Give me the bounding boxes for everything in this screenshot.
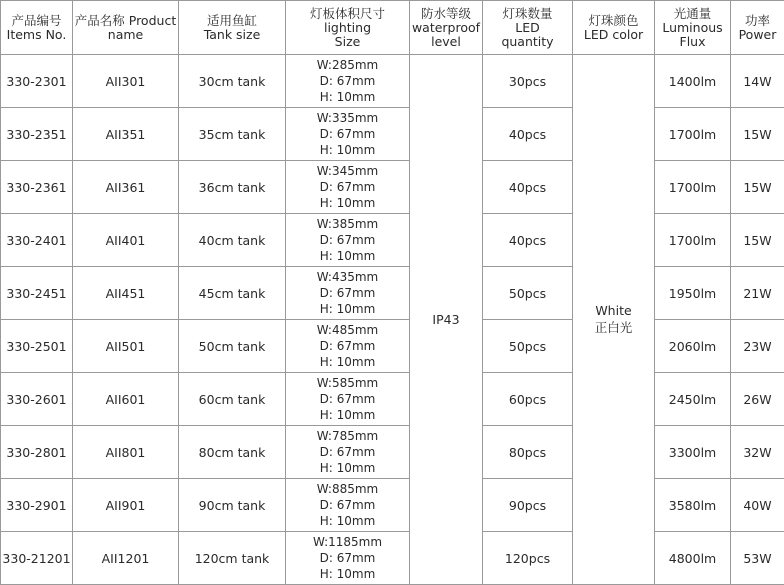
header-text: Size	[286, 35, 409, 49]
luminous-flux-cell: 3300lm	[655, 426, 731, 479]
luminous-flux-cell: 2450lm	[655, 373, 731, 426]
item-number-cell: 330-2901	[1, 479, 73, 532]
led-quantity-cell: 30pcs	[483, 55, 573, 108]
led-quantity-cell: 40pcs	[483, 214, 573, 267]
item-number-cell: 330-2601	[1, 373, 73, 426]
luminous-flux-cell: 1700lm	[655, 161, 731, 214]
header-text: 功率	[731, 14, 784, 28]
dimension-w: W:785mm	[286, 428, 409, 444]
dimension-w: W:385mm	[286, 216, 409, 232]
item-number-cell: 330-21201	[1, 532, 73, 585]
waterproof-level-cell: IP43	[410, 55, 483, 585]
lighting-size-cell	[286, 214, 410, 267]
product-name-cell: AII401	[73, 214, 179, 267]
dimension-w: W:285mm	[286, 57, 409, 73]
table-body	[1, 55, 784, 585]
product-name-header	[73, 1, 179, 55]
header-text: waterproof	[410, 21, 482, 35]
item-number-cell: 330-2801	[1, 426, 73, 479]
product-name-cell: AII1201	[73, 532, 179, 585]
power-cell: 15W	[731, 161, 784, 214]
dimension-h: H: 10mm	[286, 354, 409, 370]
dimension-h: H: 10mm	[286, 142, 409, 158]
table-row	[1, 267, 784, 320]
power-cell: 53W	[731, 532, 784, 585]
lighting-size-cell	[286, 426, 410, 479]
header-text: Power	[731, 28, 784, 42]
tank-size-cell: 50cm tank	[179, 320, 286, 373]
header-text: 灯珠数量	[483, 7, 572, 21]
lighting-size-cell	[286, 161, 410, 214]
luminous-flux-cell: 1950lm	[655, 267, 731, 320]
header-text: 产品编号	[1, 14, 72, 28]
header-text: 适用鱼缸	[179, 14, 285, 28]
dimension-h: H: 10mm	[286, 248, 409, 264]
dimension-h: H: 10mm	[286, 195, 409, 211]
item-number-cell: 330-2301	[1, 55, 73, 108]
product-name-cell: AII351	[73, 108, 179, 161]
power-cell: 21W	[731, 267, 784, 320]
led-quantity-cell: 40pcs	[483, 161, 573, 214]
led-quantity-cell: 120pcs	[483, 532, 573, 585]
dimension-w: W:585mm	[286, 375, 409, 391]
led-quantity-header	[483, 1, 573, 55]
led-quantity-cell: 40pcs	[483, 108, 573, 161]
luminous-flux-cell: 4800lm	[655, 532, 731, 585]
table-row	[1, 320, 784, 373]
dimension-d: D: 67mm	[286, 285, 409, 301]
header-text: 灯珠颜色	[573, 14, 654, 28]
header-text: 光通量	[655, 7, 730, 21]
table-row	[1, 161, 784, 214]
product-name-cell: AII301	[73, 55, 179, 108]
item-number-cell: 330-2351	[1, 108, 73, 161]
tank-size-cell: 80cm tank	[179, 426, 286, 479]
table-row	[1, 373, 784, 426]
luminous-flux-cell: 1700lm	[655, 108, 731, 161]
led-color-cell	[573, 55, 655, 585]
dimension-w: W:345mm	[286, 163, 409, 179]
header-text: 产品名称 Product	[73, 14, 178, 28]
luminous-flux-cell: 1700lm	[655, 214, 731, 267]
header-text: LED color	[573, 28, 654, 42]
lighting-size-cell	[286, 373, 410, 426]
tank-size-cell: 30cm tank	[179, 55, 286, 108]
header-text: LED	[483, 21, 572, 35]
table-row	[1, 214, 784, 267]
item-number-cell: 330-2501	[1, 320, 73, 373]
dimension-w: W:335mm	[286, 110, 409, 126]
header-text: quantity	[483, 35, 572, 49]
items-no-header	[1, 1, 73, 55]
header-text: name	[73, 28, 178, 42]
table-row	[1, 426, 784, 479]
power-cell: 14W	[731, 55, 784, 108]
power-cell: 23W	[731, 320, 784, 373]
led-color-header	[573, 1, 655, 55]
header-text: Flux	[655, 35, 730, 49]
lighting-size-cell	[286, 267, 410, 320]
dimension-d: D: 67mm	[286, 232, 409, 248]
lighting-size-header	[286, 1, 410, 55]
table-row	[1, 55, 784, 108]
lighting-size-cell	[286, 479, 410, 532]
dimension-d: D: 67mm	[286, 179, 409, 195]
led-quantity-cell: 50pcs	[483, 320, 573, 373]
tank-size-cell: 36cm tank	[179, 161, 286, 214]
dimension-h: H: 10mm	[286, 460, 409, 476]
dimension-h: H: 10mm	[286, 89, 409, 105]
dimension-d: D: 67mm	[286, 126, 409, 142]
dimension-d: D: 67mm	[286, 550, 409, 566]
led-quantity-cell: 80pcs	[483, 426, 573, 479]
power-cell: 32W	[731, 426, 784, 479]
table-row	[1, 479, 784, 532]
luminous-flux-cell: 2060lm	[655, 320, 731, 373]
waterproof-level-header	[410, 1, 483, 55]
header-text: Tank size	[179, 28, 285, 42]
lighting-size-cell	[286, 320, 410, 373]
dimension-d: D: 67mm	[286, 338, 409, 354]
header-text: Items No.	[1, 28, 72, 42]
power-cell: 26W	[731, 373, 784, 426]
led-quantity-cell: 90pcs	[483, 479, 573, 532]
header-text: 防水等级	[410, 7, 482, 21]
dimension-w: W:1185mm	[286, 534, 409, 550]
header-text: Luminous	[655, 21, 730, 35]
tank-size-cell: 90cm tank	[179, 479, 286, 532]
table-row	[1, 532, 784, 585]
tank-size-cell: 45cm tank	[179, 267, 286, 320]
luminous-flux-cell: 1400lm	[655, 55, 731, 108]
dimension-w: W:885mm	[286, 481, 409, 497]
product-name-cell: AII801	[73, 426, 179, 479]
dimension-d: D: 67mm	[286, 73, 409, 89]
table-row	[1, 108, 784, 161]
lighting-size-cell	[286, 55, 410, 108]
dimension-h: H: 10mm	[286, 566, 409, 582]
power-header	[731, 1, 784, 55]
dimension-w: W:485mm	[286, 322, 409, 338]
tank-size-cell: 120cm tank	[179, 532, 286, 585]
led-quantity-cell: 60pcs	[483, 373, 573, 426]
dimension-d: D: 67mm	[286, 391, 409, 407]
luminous-flux-cell: 3580lm	[655, 479, 731, 532]
power-cell: 15W	[731, 214, 784, 267]
tank-size-header	[179, 1, 286, 55]
product-name-cell: AII451	[73, 267, 179, 320]
dimension-h: H: 10mm	[286, 407, 409, 423]
led-color-text: 正白光	[573, 318, 654, 336]
led-quantity-cell: 50pcs	[483, 267, 573, 320]
item-number-cell: 330-2361	[1, 161, 73, 214]
tank-size-cell: 35cm tank	[179, 108, 286, 161]
power-cell: 40W	[731, 479, 784, 532]
tank-size-cell: 40cm tank	[179, 214, 286, 267]
lighting-size-cell	[286, 108, 410, 161]
product-name-cell: AII601	[73, 373, 179, 426]
tank-size-cell: 60cm tank	[179, 373, 286, 426]
product-name-cell: AII501	[73, 320, 179, 373]
header-row	[1, 1, 784, 55]
dimension-w: W:435mm	[286, 269, 409, 285]
header-text: 灯板体积尺寸 lighting	[286, 7, 409, 35]
item-number-cell: 330-2451	[1, 267, 73, 320]
product-name-cell: AII901	[73, 479, 179, 532]
product-name-cell: AII361	[73, 161, 179, 214]
item-number-cell: 330-2401	[1, 214, 73, 267]
lighting-size-cell	[286, 532, 410, 585]
dimension-d: D: 67mm	[286, 497, 409, 513]
dimension-h: H: 10mm	[286, 301, 409, 317]
header-text: level	[410, 35, 482, 49]
led-color-text: White	[573, 303, 654, 318]
luminous-flux-header	[655, 1, 731, 55]
power-cell: 15W	[731, 108, 784, 161]
dimension-d: D: 67mm	[286, 444, 409, 460]
dimension-h: H: 10mm	[286, 513, 409, 529]
